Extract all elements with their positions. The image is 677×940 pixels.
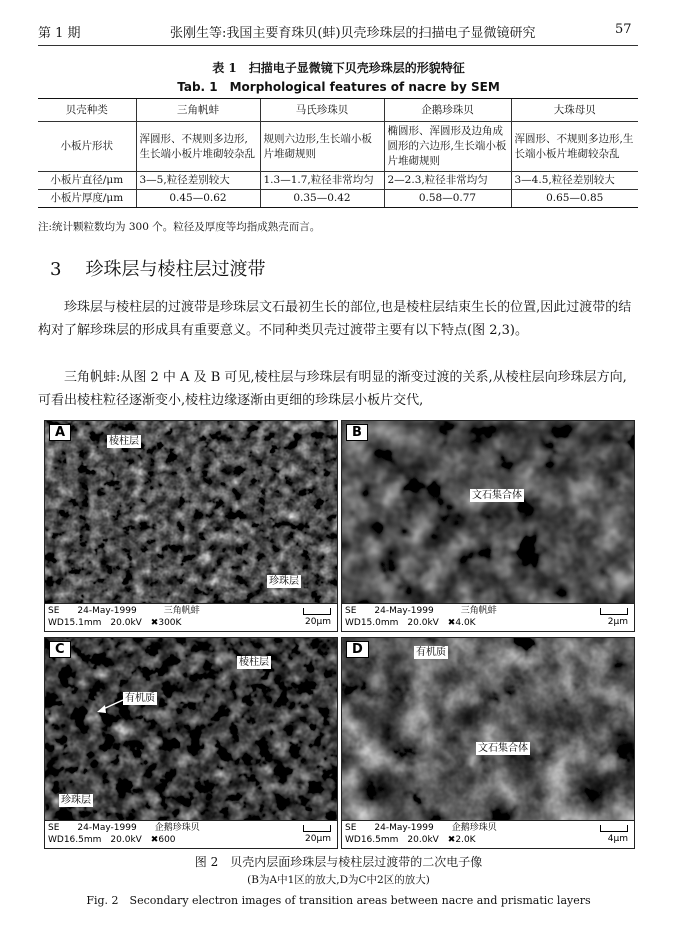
table-cell: 0.65—0.85 bbox=[511, 190, 638, 208]
page-number: 57 bbox=[615, 22, 632, 37]
table-row bbox=[38, 172, 638, 190]
section-heading bbox=[50, 255, 265, 281]
panel-label: A bbox=[49, 424, 71, 441]
column-header: 马氏珍珠贝 bbox=[260, 99, 384, 122]
sem-info-line: WD16.5mm 20.0kV ✖600 bbox=[48, 835, 176, 845]
section-title: 珍珠层与棱柱层过渡带 bbox=[85, 259, 266, 280]
table-cell: 1.3—1.7,粒径非常均匀 bbox=[260, 172, 384, 190]
table-cell: 椭圆形、浑圆形及边角成圆形的六边形,生长端小板片堆砌规则 bbox=[384, 122, 511, 172]
header-rule bbox=[38, 45, 638, 46]
table-row bbox=[38, 122, 638, 172]
region-label: 文石集合体 bbox=[472, 490, 522, 501]
panel-label: B bbox=[346, 424, 368, 441]
region-label: 有机质 bbox=[125, 693, 155, 704]
panel-label: C bbox=[49, 641, 71, 658]
region-label: 珍珠层 bbox=[61, 795, 91, 806]
column-header: 大珠母贝 bbox=[511, 99, 638, 122]
sem-image-a bbox=[44, 420, 338, 632]
sem-info-line: SE 24-May-1999 企鹅珍珠贝 bbox=[48, 823, 200, 833]
table-cell: 小板片厚度/μm bbox=[38, 190, 136, 208]
column-header: 企鹅珍珠贝 bbox=[384, 99, 511, 122]
sem-info-line: WD16.5mm 20.0kV ✖2.0K bbox=[345, 835, 476, 845]
region-label: 棱柱层 bbox=[109, 436, 139, 447]
sem-texture bbox=[342, 421, 634, 631]
figure-caption-en: Fig. 2 Secondary electron images of transition areas between nacre and prismatic layers bbox=[86, 894, 591, 907]
sem-image-c bbox=[44, 637, 338, 849]
table-caption-en: Tab. 1 Morphological features of nacre by SEM bbox=[177, 80, 500, 94]
table-cell: 3—4.5,粒径差别较大 bbox=[511, 172, 638, 190]
scale-label: 4μm bbox=[607, 834, 628, 844]
sem-info-bar bbox=[45, 820, 337, 848]
running-title: 张刚生等:我国主要育珠贝(蚌)贝壳珍珠层的扫描电子显微镜研究 bbox=[170, 26, 536, 41]
region-label: 文石集合体 bbox=[478, 743, 528, 754]
scale-bar bbox=[600, 825, 628, 832]
table-cell: 0.45—0.62 bbox=[136, 190, 260, 208]
panel-label: D bbox=[346, 641, 369, 658]
sem-texture bbox=[45, 421, 337, 631]
table-cell: 小板片形状 bbox=[38, 122, 136, 172]
scale-label: 20μm bbox=[305, 617, 331, 627]
table-note: 注:统计颗粒数均为 300 个。粒径及厚度等均指成熟壳而言。 bbox=[38, 221, 321, 233]
table-cell: 浑圆形、不规则多边形,生长端小板片堆砌较杂乱 bbox=[136, 122, 260, 172]
table-row bbox=[38, 190, 638, 208]
scale-label: 20μm bbox=[305, 834, 331, 844]
table-cell: 3—5,粒径差别较大 bbox=[136, 172, 260, 190]
region-label: 棱柱层 bbox=[239, 657, 269, 668]
sem-info-line: WD15.1mm 20.0kV ✖300K bbox=[48, 618, 182, 628]
table-cell: 0.35—0.42 bbox=[260, 190, 384, 208]
region-label: 有机质 bbox=[416, 647, 446, 658]
morphology-table bbox=[38, 98, 638, 208]
sem-info-line: SE 24-May-1999 企鹅珍珠贝 bbox=[345, 823, 497, 833]
sem-info-bar bbox=[45, 603, 337, 631]
scale-bar bbox=[303, 825, 331, 832]
figure-caption-zh: 图 2 贝壳内层面珍珠层与棱柱层过渡带的二次电子像 bbox=[194, 855, 483, 869]
scale-label: 2μm bbox=[607, 617, 628, 627]
issue-number: 第 1 期 bbox=[38, 26, 81, 41]
table-cell: 小板片直径/μm bbox=[38, 172, 136, 190]
sem-image-b bbox=[341, 420, 635, 632]
sem-texture bbox=[45, 638, 337, 848]
table-cell: 0.58—0.77 bbox=[384, 190, 511, 208]
scale-bar bbox=[600, 608, 628, 615]
body-paragraph: 珍珠层与棱柱层的过渡带是珍珠层文石最初生长的部位,也是棱柱层结束生长的位置,因此过渡带的结构对了解珍珠层的形成具有重要意义。不同种类贝壳过渡带主要有以下特点(图 2,3)。 bbox=[38, 300, 632, 338]
scale-bar bbox=[303, 608, 331, 615]
table-cell: 规则六边形,生长端小板片堆砌规则 bbox=[260, 122, 384, 172]
table-caption-zh: 表 1 扫描电子显微镜下贝壳珍珠层的形貌特征 bbox=[212, 61, 465, 75]
figure-caption-sub: (B为A中1区的放大,D为C中2区的放大) bbox=[247, 874, 430, 886]
sem-info-line: SE 24-May-1999 三角帆蚌 bbox=[345, 606, 497, 616]
body-paragraph: 三角帆蚌:从图 2 中 A 及 B 可见,棱柱层与珍珠层有明显的渐变过渡的关系,从棱柱层向珍珠层方向,可看出棱柱粒径逐渐变小,棱柱边缘逐渐由更细的珍珠层小板片交代, bbox=[38, 370, 627, 408]
table-header-row bbox=[38, 99, 638, 122]
table-cell: 浑圆形、不规则多边形,生长端小板片堆砌较杂乱 bbox=[511, 122, 638, 172]
column-header: 贝壳种类 bbox=[38, 99, 136, 122]
column-header: 三角帆蚌 bbox=[136, 99, 260, 122]
sem-info-bar bbox=[342, 820, 634, 848]
sem-info-line: WD15.0mm 20.0kV ✖4.0K bbox=[345, 618, 476, 628]
sem-image-d bbox=[341, 637, 635, 849]
sem-info-bar bbox=[342, 603, 634, 631]
sem-info-line: SE 24-May-1999 三角帆蚌 bbox=[48, 606, 200, 616]
arrow-icon bbox=[95, 696, 125, 716]
region-label: 珍珠层 bbox=[269, 576, 299, 587]
section-number: 3 bbox=[50, 259, 62, 280]
table-cell: 2—2.3,粒径非常均匀 bbox=[384, 172, 511, 190]
